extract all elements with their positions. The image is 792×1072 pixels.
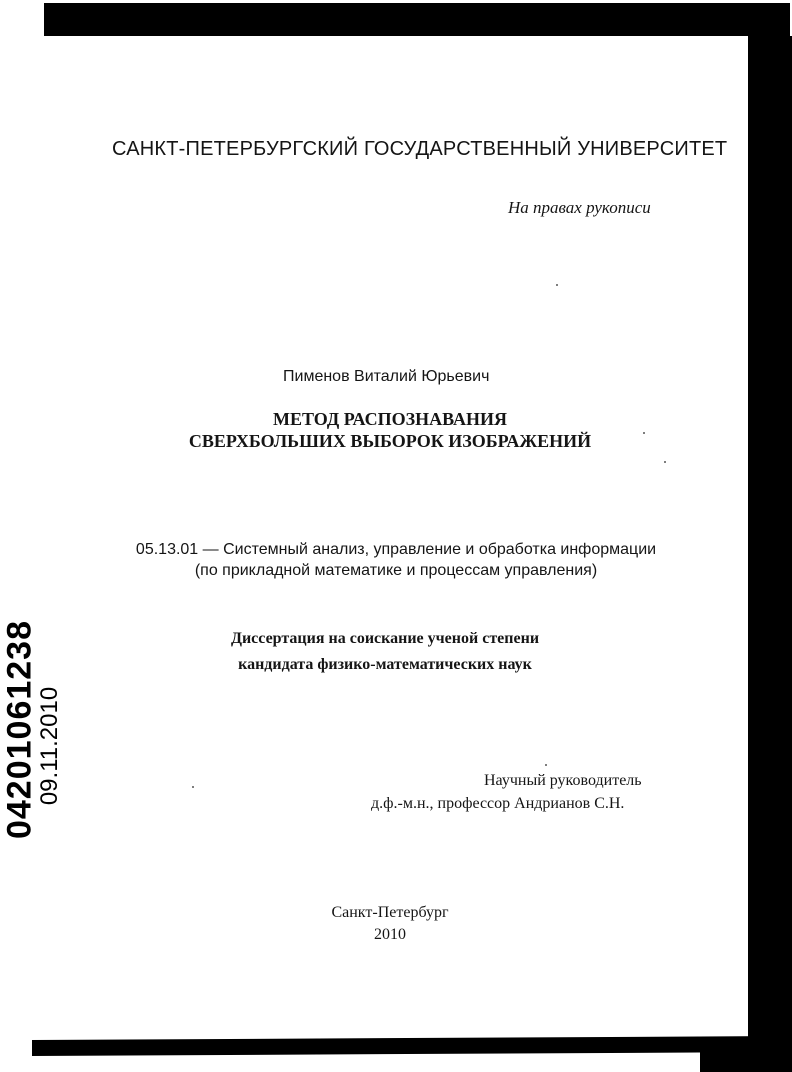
- scan-border-corner: [700, 1048, 792, 1072]
- scan-speck: [192, 786, 194, 788]
- degree-statement-line-2: кандидата физико-математических наук: [238, 656, 532, 673]
- author-name: Пименов Виталий Юрьевич: [283, 368, 490, 385]
- scan-speck: [664, 461, 666, 463]
- scan-border-bottom: [32, 1036, 792, 1056]
- library-stamp-date: 09.11.2010: [36, 686, 63, 806]
- scan-speck: [643, 432, 645, 434]
- specialty-code: 05.13.01 — Системный анализ, управление и обработка информации: [135, 541, 657, 558]
- scan-speck: [556, 284, 558, 286]
- university-name: САНКТ-ПЕТЕРБУРГСКИЙ ГОСУДАРСТВЕННЫЙ УНИВЕРСИТЕТ: [112, 138, 728, 160]
- manuscript-note: На правах рукописи: [508, 198, 651, 217]
- supervisor-label: Научный руководитель: [484, 772, 642, 789]
- thesis-title-line-1: МЕТОД РАСПОЗНАВАНИЯ: [273, 409, 507, 429]
- year: 2010: [374, 926, 406, 943]
- library-stamp-number: 04201061238: [0, 620, 39, 840]
- city: Санкт-Петербург: [331, 904, 449, 921]
- degree-statement-line-1: Диссертация на соискание ученой степени: [230, 630, 540, 647]
- scan-speck: [545, 764, 547, 766]
- supervisor-name: д.ф.-м.н., профессор Андрианов С.Н.: [371, 795, 625, 812]
- scan-border-top: [44, 3, 790, 36]
- thesis-title-line-2: СВЕРХБОЛЬШИХ ВЫБОРОК ИЗОБРАЖЕНИЙ: [188, 431, 592, 451]
- specialty-detail: (по прикладной математике и процессам управления): [194, 562, 598, 579]
